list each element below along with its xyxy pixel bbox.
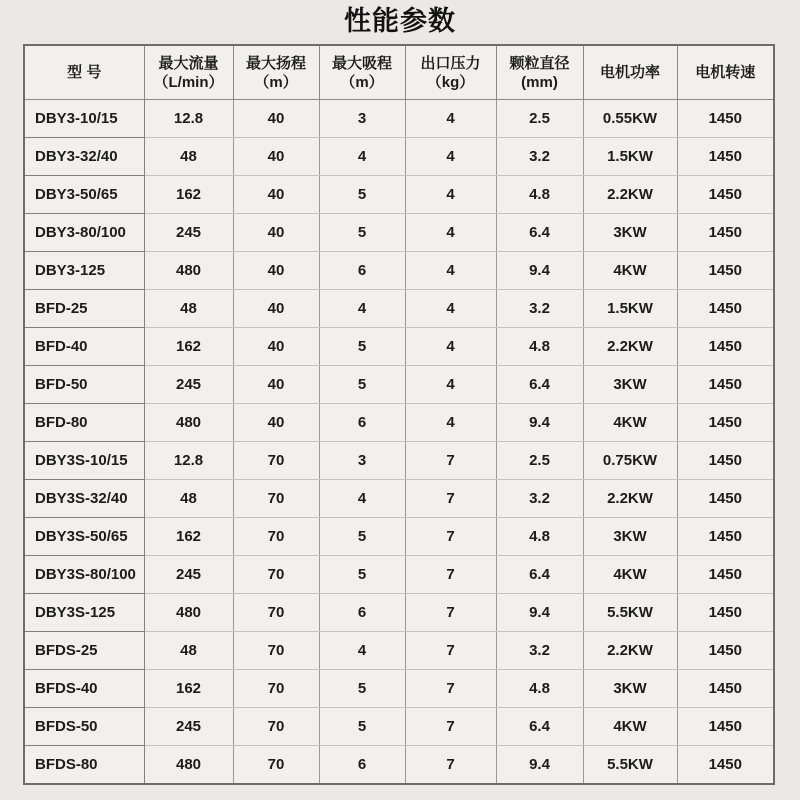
value-cell: 12.8 (144, 100, 233, 138)
value-cell: 1450 (677, 404, 774, 442)
value-cell: 5 (319, 328, 405, 366)
value-cell: 7 (405, 480, 496, 518)
table-row (24, 176, 774, 214)
table-row (24, 480, 774, 518)
value-cell: 7 (405, 442, 496, 480)
value-cell: 40 (233, 290, 319, 328)
value-cell: 2.2KW (583, 328, 677, 366)
header-label: 电机转速 (695, 64, 756, 81)
value-cell: 70 (233, 746, 319, 785)
header-row (24, 45, 774, 100)
value-cell: 4 (319, 632, 405, 670)
value-cell: 4 (405, 138, 496, 176)
table-row (24, 138, 774, 176)
value-cell: 480 (144, 404, 233, 442)
value-cell: 6 (319, 252, 405, 290)
table-row (24, 632, 774, 670)
table-row (24, 404, 774, 442)
value-cell: 6 (319, 746, 405, 785)
value-cell: 3.2 (496, 138, 583, 176)
model-cell: BFDS-80 (24, 746, 144, 785)
value-cell: 1450 (677, 594, 774, 632)
header-label: 颗粒直径 (509, 54, 570, 72)
value-cell: 1450 (677, 518, 774, 556)
value-cell: 1450 (677, 480, 774, 518)
value-cell: 4.8 (496, 176, 583, 214)
value-cell: 162 (144, 176, 233, 214)
table-row (24, 594, 774, 632)
value-cell: 245 (144, 556, 233, 594)
value-cell: 1450 (677, 214, 774, 252)
value-cell: 1.5KW (583, 138, 677, 176)
value-cell: 70 (233, 670, 319, 708)
model-cell: DBY3S-32/40 (24, 480, 144, 518)
table-row (24, 518, 774, 556)
table-row (24, 442, 774, 480)
value-cell: 4 (405, 214, 496, 252)
value-cell: 4KW (583, 556, 677, 594)
value-cell: 70 (233, 594, 319, 632)
value-cell: 2.5 (496, 442, 583, 480)
value-cell: 5 (319, 556, 405, 594)
table-row (24, 708, 774, 746)
value-cell: 5 (319, 670, 405, 708)
header-cell-1 (144, 45, 233, 100)
value-cell: 4KW (583, 404, 677, 442)
model-cell: BFDS-40 (24, 670, 144, 708)
value-cell: 4 (319, 480, 405, 518)
value-cell: 5 (319, 518, 405, 556)
spec-table-body (24, 100, 774, 785)
value-cell: 1450 (677, 252, 774, 290)
value-cell: 40 (233, 252, 319, 290)
table-row (24, 100, 774, 138)
header-unit: （kg） (426, 73, 475, 91)
value-cell: 6 (319, 404, 405, 442)
model-cell: BFDS-50 (24, 708, 144, 746)
value-cell: 162 (144, 670, 233, 708)
value-cell: 70 (233, 632, 319, 670)
value-cell: 70 (233, 518, 319, 556)
value-cell: 40 (233, 404, 319, 442)
value-cell: 3.2 (496, 632, 583, 670)
header-cell-0 (24, 45, 144, 100)
spec-table-head (24, 45, 774, 100)
value-cell: 1450 (677, 138, 774, 176)
model-cell: DBY3S-125 (24, 594, 144, 632)
model-cell: DBY3S-80/100 (24, 556, 144, 594)
value-cell: 1450 (677, 708, 774, 746)
header-label: 最大吸程 (331, 54, 392, 72)
value-cell: 1450 (677, 746, 774, 785)
value-cell: 6.4 (496, 708, 583, 746)
value-cell: 3KW (583, 214, 677, 252)
value-cell: 7 (405, 632, 496, 670)
spec-table (23, 44, 775, 785)
model-cell: DBY3-50/65 (24, 176, 144, 214)
value-cell: 162 (144, 518, 233, 556)
value-cell: 7 (405, 556, 496, 594)
value-cell: 4.8 (496, 670, 583, 708)
model-cell: BFDS-25 (24, 632, 144, 670)
header-cell-2 (233, 45, 319, 100)
header-label: 型 号 (67, 64, 102, 81)
header-label: 最大扬程 (245, 54, 306, 72)
value-cell: 40 (233, 100, 319, 138)
header-unit: （L/min） (153, 73, 224, 91)
value-cell: 480 (144, 252, 233, 290)
value-cell: 1450 (677, 176, 774, 214)
model-cell: DBY3-10/15 (24, 100, 144, 138)
value-cell: 0.55KW (583, 100, 677, 138)
value-cell: 4 (319, 138, 405, 176)
value-cell: 5 (319, 214, 405, 252)
value-cell: 40 (233, 138, 319, 176)
value-cell: 7 (405, 594, 496, 632)
table-row (24, 670, 774, 708)
header-unit: （m） (340, 73, 384, 91)
model-cell: DBY3-32/40 (24, 138, 144, 176)
value-cell: 2.2KW (583, 480, 677, 518)
value-cell: 12.8 (144, 442, 233, 480)
value-cell: 6.4 (496, 214, 583, 252)
value-cell: 1.5KW (583, 290, 677, 328)
value-cell: 40 (233, 214, 319, 252)
value-cell: 4 (405, 328, 496, 366)
table-row (24, 328, 774, 366)
value-cell: 245 (144, 366, 233, 404)
value-cell: 1450 (677, 290, 774, 328)
value-cell: 4 (405, 176, 496, 214)
model-cell: DBY3S-50/65 (24, 518, 144, 556)
value-cell: 1450 (677, 328, 774, 366)
value-cell: 1450 (677, 442, 774, 480)
value-cell: 40 (233, 328, 319, 366)
value-cell: 9.4 (496, 594, 583, 632)
value-cell: 70 (233, 480, 319, 518)
value-cell: 3KW (583, 366, 677, 404)
value-cell: 245 (144, 214, 233, 252)
value-cell: 6.4 (496, 556, 583, 594)
value-cell: 0.75KW (583, 442, 677, 480)
value-cell: 40 (233, 176, 319, 214)
model-cell: BFD-25 (24, 290, 144, 328)
model-cell: BFD-50 (24, 366, 144, 404)
value-cell: 6.4 (496, 366, 583, 404)
table-row (24, 290, 774, 328)
value-cell: 1450 (677, 366, 774, 404)
model-cell: DBY3S-10/15 (24, 442, 144, 480)
page-title: 性能参数 (344, 6, 456, 36)
value-cell: 6 (319, 594, 405, 632)
value-cell: 1450 (677, 100, 774, 138)
value-cell: 7 (405, 518, 496, 556)
value-cell: 3KW (583, 670, 677, 708)
value-cell: 48 (144, 138, 233, 176)
value-cell: 4 (405, 366, 496, 404)
header-label: 最大流量 (158, 54, 219, 72)
value-cell: 480 (144, 746, 233, 785)
value-cell: 9.4 (496, 252, 583, 290)
header-cell-4 (405, 45, 496, 100)
header-label: 电机功率 (599, 64, 660, 81)
value-cell: 48 (144, 480, 233, 518)
value-cell: 3.2 (496, 480, 583, 518)
value-cell: 4 (405, 404, 496, 442)
header-cell-6 (583, 45, 677, 100)
value-cell: 7 (405, 670, 496, 708)
value-cell: 7 (405, 746, 496, 785)
header-cell-3 (319, 45, 405, 100)
value-cell: 5 (319, 366, 405, 404)
value-cell: 2.2KW (583, 176, 677, 214)
value-cell: 4KW (583, 252, 677, 290)
value-cell: 4 (319, 290, 405, 328)
table-row (24, 556, 774, 594)
value-cell: 3 (319, 442, 405, 480)
model-cell: BFD-80 (24, 404, 144, 442)
value-cell: 7 (405, 708, 496, 746)
value-cell: 70 (233, 442, 319, 480)
value-cell: 70 (233, 708, 319, 746)
value-cell: 4.8 (496, 518, 583, 556)
value-cell: 3.2 (496, 290, 583, 328)
table-row (24, 214, 774, 252)
value-cell: 1450 (677, 632, 774, 670)
value-cell: 4.8 (496, 328, 583, 366)
header-cell-5 (496, 45, 583, 100)
value-cell: 70 (233, 556, 319, 594)
value-cell: 1450 (677, 670, 774, 708)
value-cell: 4 (405, 290, 496, 328)
table-row (24, 252, 774, 290)
value-cell: 4 (405, 252, 496, 290)
value-cell: 48 (144, 290, 233, 328)
value-cell: 5 (319, 176, 405, 214)
header-label: 出口压力 (420, 54, 481, 72)
value-cell: 5.5KW (583, 594, 677, 632)
header-cell-7 (677, 45, 774, 100)
value-cell: 9.4 (496, 404, 583, 442)
value-cell: 162 (144, 328, 233, 366)
header-unit: (mm) (521, 73, 558, 91)
value-cell: 4KW (583, 708, 677, 746)
model-cell: DBY3-125 (24, 252, 144, 290)
value-cell: 5.5KW (583, 746, 677, 785)
model-cell: BFD-40 (24, 328, 144, 366)
value-cell: 480 (144, 594, 233, 632)
model-cell: DBY3-80/100 (24, 214, 144, 252)
value-cell: 4 (405, 100, 496, 138)
value-cell: 48 (144, 632, 233, 670)
value-cell: 2.2KW (583, 632, 677, 670)
value-cell: 1450 (677, 556, 774, 594)
value-cell: 245 (144, 708, 233, 746)
value-cell: 9.4 (496, 746, 583, 785)
table-row (24, 366, 774, 404)
value-cell: 5 (319, 708, 405, 746)
table-row (24, 746, 774, 785)
header-unit: （m） (254, 73, 298, 91)
value-cell: 3KW (583, 518, 677, 556)
value-cell: 40 (233, 366, 319, 404)
value-cell: 3 (319, 100, 405, 138)
value-cell: 2.5 (496, 100, 583, 138)
